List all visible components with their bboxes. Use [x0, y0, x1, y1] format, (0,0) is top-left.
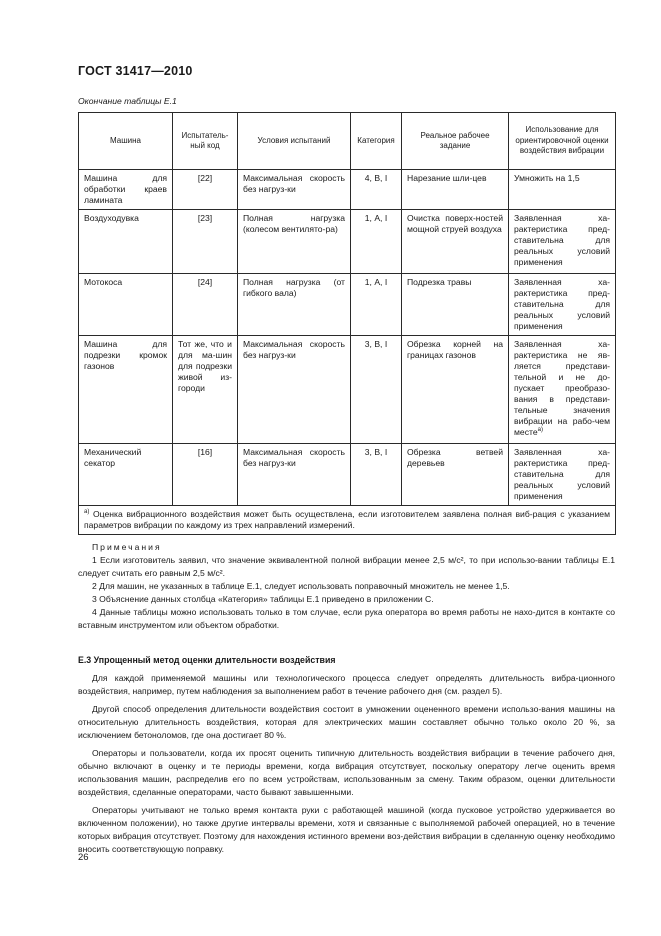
cell-usage: Заявленная ха-рактеристика пред-ставительна для реальных условий применения	[509, 274, 616, 336]
section-title: Е.3 Упрощенный метод оценки длительности воздействия	[78, 655, 336, 665]
column-header-real-task: Реальное рабочее задание	[402, 113, 509, 170]
cell-category: 1, А, I	[351, 274, 402, 336]
cell-machine: Воздуходувка	[79, 210, 173, 274]
cell-test-conditions: Полная нагрузка (колесом вентилято-ра)	[238, 210, 351, 274]
section-paragraph: Операторы и пользователи, когда их просят оценить типичную длительность воздействия вибрации в течение рабочего дня, обычно включают в оценку и те периоды времени, когда вибрация отсутствует, поскольку оператору легче оценить время использования машин, распределив его по всем устройствам, использованным за смену. Таким образом, оценки длительности воздействия, сделанные операторами, часто бывают завышенными.	[78, 748, 615, 797]
notes-title: Примечания	[92, 542, 162, 552]
table-row	[79, 210, 616, 274]
cell-category: 3, В, I	[351, 444, 402, 506]
cell-real-task: Очистка поверх-ностей мощной струей воздуха	[402, 210, 509, 274]
notes-block	[78, 541, 615, 632]
table-caption: Окончание таблицы Е.1	[78, 96, 177, 106]
table-header-row	[79, 113, 616, 170]
section-paragraph: Для каждой применяемой машины или технологического процесса следует определять длительность вибра-ционного воздействия, например, путем наблюдения за выполнением работ в течение рабочего дня (см. раздел 5).	[78, 673, 615, 696]
cell-test-code: [22]	[173, 170, 238, 210]
cell-usage-text: Заявленная ха-рактеристика не яв-ляется представи-тельной и не до-пускает преобразо-вания в представи-тельные значения вибрации на рабо-чем месте	[514, 339, 610, 437]
cell-usage	[509, 336, 616, 444]
cell-category: 3, В, I	[351, 336, 402, 444]
note-item: 4 Данные таблицы можно использовать только в том случае, если рука оператора во время работы не нахо-дится в контакте со вставным инструментом или объектом обработки.	[78, 607, 615, 630]
table-footnote-row	[79, 506, 616, 535]
cell-machine: Механический секатор	[79, 444, 173, 506]
section-e3	[78, 654, 615, 861]
cell-usage: Заявленная ха-рактеристика пред-ставительна для реальных условий применения	[509, 444, 616, 506]
table-row	[79, 170, 616, 210]
cell-test-code: [16]	[173, 444, 238, 506]
cell-test-conditions: Максимальная скорость без нагруз-ки	[238, 444, 351, 506]
cell-test-code: [23]	[173, 210, 238, 274]
cell-machine: Мотокоса	[79, 274, 173, 336]
page-number: 26	[78, 852, 89, 863]
cell-machine: Машина для обработки краев ламината	[79, 170, 173, 210]
cell-test-conditions: Максимальная скорость без нагруз-ки	[238, 170, 351, 210]
column-header-test-conditions: Условия испытаний	[238, 113, 351, 170]
cell-test-code: [24]	[173, 274, 238, 336]
column-header-machine: Машина	[79, 113, 173, 170]
column-header-usage: Использование для ориентировочной оценки воздействия вибрации	[509, 113, 616, 170]
footnote-marker: а)	[84, 509, 90, 516]
cell-category: 1, А, I	[351, 210, 402, 274]
cell-real-task: Обрезка корней на границах газонов	[402, 336, 509, 444]
cell-category: 4, В, I	[351, 170, 402, 210]
section-paragraph: Другой способ определения длительности воздействия состоит в умножении оцененного времени использо-вания машины на относительную длительность воздействия, которая для электрических машин составляет обычно только около 20 %, за исключением бетоноломов, где она достигает 80 %.	[78, 704, 615, 740]
note-item: 1 Если изготовитель заявил, что значение эквивалентной полной вибрации менее 2,5 м/с², то при использо-вании таблицы Е.1 следует считать его равным 2,5 м/с².	[78, 555, 615, 578]
table-row	[79, 274, 616, 336]
footnote-text: Оценка вибрационного воздействия может быть осуществлена, если изготовителем заявлена полная виб-рация с указанием параметров вибрации по каждому из трех направлений измерений.	[84, 509, 610, 530]
note-item: 2 Для машин, не указанных в таблице Е.1, следует использовать поправочный множитель не менее 1,5.	[92, 581, 510, 591]
note-item: 3 Объяснение данных столбца «Категория» таблицы Е.1 приведено в приложении С.	[92, 594, 434, 604]
cell-usage: Умножить на 1,5	[509, 170, 616, 210]
column-header-category: Категория	[351, 113, 402, 170]
table-footnote	[79, 506, 616, 535]
table-row	[79, 336, 616, 444]
cell-real-task: Обрезка ветвей деревьев	[402, 444, 509, 506]
column-header-test-code: Испытатель-ный код	[173, 113, 238, 170]
document-header: ГОСТ 31417—2010	[78, 64, 193, 78]
cell-test-conditions: Полная нагрузка (от гибкого вала)	[238, 274, 351, 336]
cell-usage: Заявленная ха-рактеристика пред-ставительна для реальных условий применения	[509, 210, 616, 274]
section-paragraph: Операторы учитывают не только время контакта руки с работающей машиной (когда пусковое устройство удерживается во включенном положении), но также другие интервалы времени, хотя и связанные с выполняемой рабочей операцией, но в течение которых вибрация отсутствует. Поэтому для нахождения истинного времени воз-действия вибрации в сделанную оценку необходимо вносить соответствующую поправку.	[78, 805, 615, 854]
machines-table	[78, 112, 616, 535]
cell-machine: Машина для подрезки кромок газонов	[79, 336, 173, 444]
cell-real-task: Подрезка травы	[402, 274, 509, 336]
table-row	[79, 444, 616, 506]
footnote-marker: а)	[537, 427, 543, 434]
cell-real-task: Нарезание шли-цев	[402, 170, 509, 210]
cell-test-code: Тот же, что и для ма-шин для подрезки живой из-городи	[173, 336, 238, 444]
cell-test-conditions: Максимальная скорость без нагруз-ки	[238, 336, 351, 444]
